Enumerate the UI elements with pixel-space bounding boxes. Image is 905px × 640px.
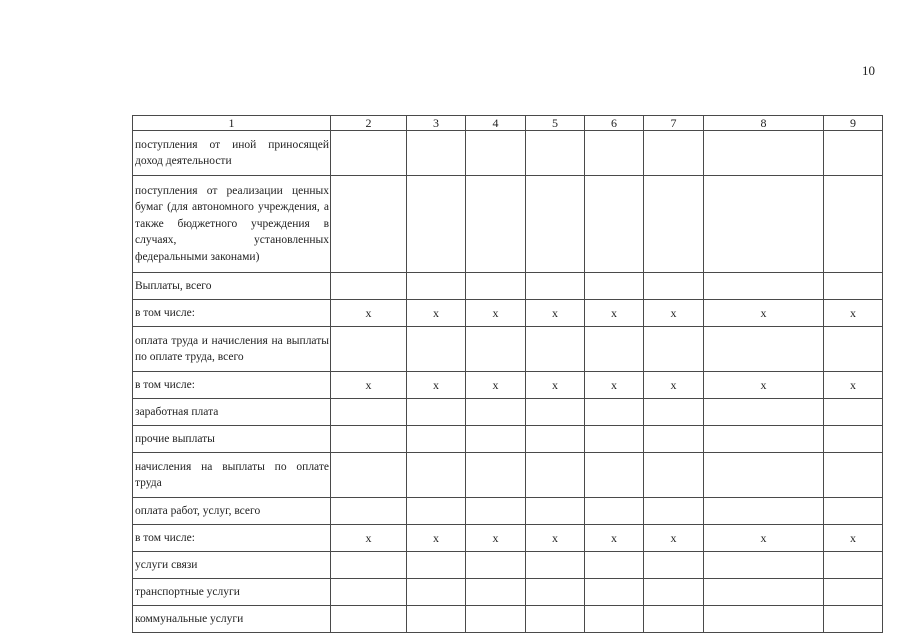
table-cell [824,131,883,176]
table-cell [526,552,585,579]
table-cell [526,426,585,453]
table-row [133,453,883,498]
table-cell [585,273,644,300]
column-header-9: 9 [824,116,883,131]
table-cell [331,579,407,606]
row-label: поступления от иной приносящей доход деятельности [133,131,331,176]
table-cell [585,327,644,372]
table-cell [526,273,585,300]
table-cell [585,426,644,453]
table-cell [585,176,644,273]
table-cell [704,426,824,453]
table-cell [331,327,407,372]
table-cell: х [407,525,466,552]
table-cell [526,579,585,606]
table-row [133,426,883,453]
page-number: 10 [862,63,875,78]
row-label: оплата работ, услуг, всего [133,498,331,525]
table-cell [407,273,466,300]
table-cell [824,552,883,579]
row-label: в том числе: [133,300,331,327]
table-cell [331,273,407,300]
row-label: в том числе: [133,372,331,399]
table-cell [331,606,407,633]
table-cell [644,273,704,300]
table-row [133,399,883,426]
table-row [133,579,883,606]
table-cell: х [824,300,883,327]
table-cell [704,273,824,300]
table-row [133,498,883,525]
table-cell [466,453,526,498]
table-cell: х [824,372,883,399]
table-cell [585,579,644,606]
table-cell [407,399,466,426]
table-cell [644,131,704,176]
table-cell: х [526,525,585,552]
table-cell [704,453,824,498]
table-cell: х [466,525,526,552]
table-cell [704,579,824,606]
table-cell: х [585,372,644,399]
table-row [133,131,883,176]
table-cell [407,453,466,498]
table-cell [704,327,824,372]
table-cell [824,579,883,606]
table-cell [466,579,526,606]
table-cell: х [644,300,704,327]
table-cell [331,399,407,426]
table-cell [704,498,824,525]
report-table-container [132,115,882,633]
table-cell [824,498,883,525]
table-cell: х [407,300,466,327]
table-cell [526,453,585,498]
table-cell [585,606,644,633]
table-row [133,327,883,372]
table-cell [526,399,585,426]
table-cell [585,453,644,498]
table-cell: х [824,525,883,552]
row-label: прочие выплаты [133,426,331,453]
table-cell [331,426,407,453]
table-cell [526,176,585,273]
row-label: транспортные услуги [133,579,331,606]
table-cell [466,552,526,579]
row-label: Выплаты, всего [133,273,331,300]
table-row [133,176,883,273]
table-cell [526,327,585,372]
table-cell [824,273,883,300]
table-cell: х [526,300,585,327]
table-cell [407,131,466,176]
table-cell: х [704,372,824,399]
row-label: услуги связи [133,552,331,579]
table-cell [824,606,883,633]
table-header-row [133,116,883,131]
table-cell [407,176,466,273]
table-cell [466,273,526,300]
table-cell: х [526,372,585,399]
table-cell [644,498,704,525]
table-cell [824,176,883,273]
column-header-7: 7 [644,116,704,131]
table-cell [644,399,704,426]
table-cell [585,399,644,426]
table-cell [644,453,704,498]
table-cell [704,606,824,633]
table-cell [407,579,466,606]
table-cell: х [585,525,644,552]
table-cell [585,131,644,176]
table-row [133,300,883,327]
table-cell: х [466,300,526,327]
column-header-3: 3 [407,116,466,131]
table-cell [644,552,704,579]
table-cell: х [331,300,407,327]
table-cell: х [331,372,407,399]
table-row [133,606,883,633]
table-cell [466,498,526,525]
table-cell [585,552,644,579]
table-cell [526,131,585,176]
table-cell: х [644,372,704,399]
table-row [133,273,883,300]
table-cell [407,498,466,525]
table-cell [526,606,585,633]
row-label: поступления от реализации ценных бумаг (для автономного учреждения, а также бюджетного учреждения в случаях, установленных федеральными законами) [133,176,331,273]
table-cell [824,399,883,426]
table-cell: х [644,525,704,552]
table-cell [331,176,407,273]
table-cell [644,176,704,273]
column-header-5: 5 [526,116,585,131]
table-cell: х [704,300,824,327]
table-cell [466,176,526,273]
table-cell: х [407,372,466,399]
table-cell [466,606,526,633]
table-cell [824,327,883,372]
table-cell: х [466,372,526,399]
table-cell [331,453,407,498]
table-cell [466,327,526,372]
column-header-6: 6 [585,116,644,131]
column-header-8: 8 [704,116,824,131]
table-cell [407,426,466,453]
table-cell [331,498,407,525]
table-row [133,552,883,579]
table-cell [644,426,704,453]
row-label: заработная плата [133,399,331,426]
table-cell [644,606,704,633]
column-header-2: 2 [331,116,407,131]
table-cell [331,552,407,579]
table-cell [407,552,466,579]
report-table [132,115,883,633]
table-row [133,372,883,399]
table-row [133,525,883,552]
row-label: коммунальные услуги [133,606,331,633]
column-header-1: 1 [133,116,331,131]
table-cell [466,399,526,426]
table-cell [331,131,407,176]
table-cell [644,327,704,372]
table-cell: х [585,300,644,327]
table-cell [585,498,644,525]
table-cell [407,606,466,633]
table-cell [704,176,824,273]
table-cell [644,579,704,606]
table-cell [526,498,585,525]
row-label: начисления на выплаты по оплате труда [133,453,331,498]
row-label: в том числе: [133,525,331,552]
table-cell: х [704,525,824,552]
table-cell [824,453,883,498]
table-cell: х [331,525,407,552]
column-header-4: 4 [466,116,526,131]
table-cell [466,131,526,176]
table-cell [407,327,466,372]
table-cell [704,131,824,176]
row-label: оплата труда и начисления на выплаты по оплате труда, всего [133,327,331,372]
table-cell [704,399,824,426]
table-cell [466,426,526,453]
table-cell [704,552,824,579]
table-cell [824,426,883,453]
